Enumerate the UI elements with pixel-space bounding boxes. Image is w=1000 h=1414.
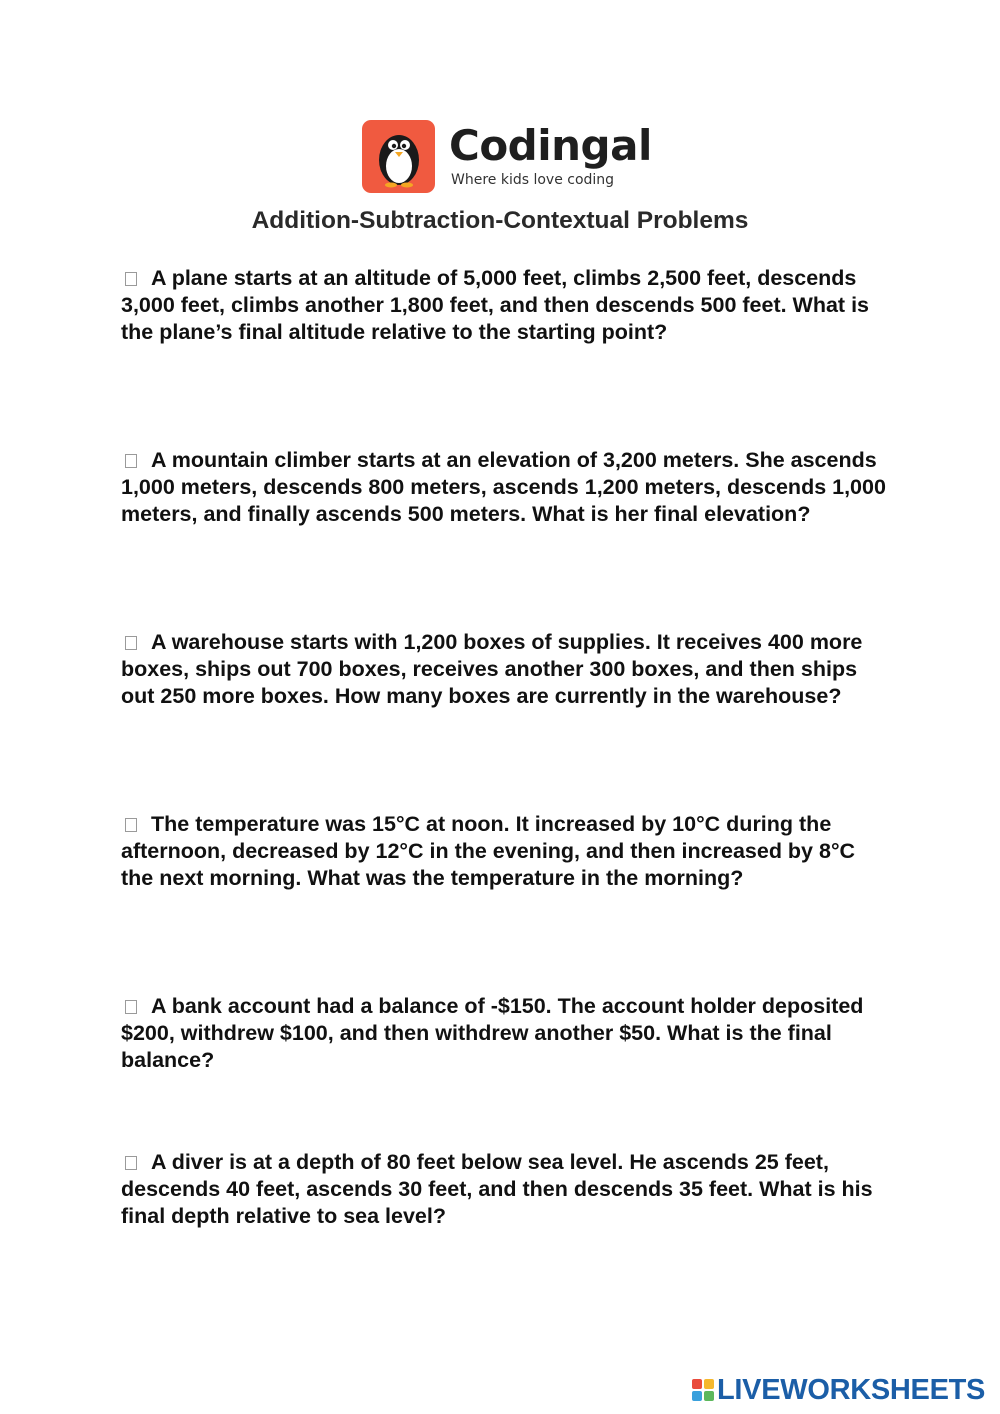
question-6 [121,1149,891,1230]
question-5 [121,993,891,1074]
question-text: A plane starts at an altitude of 5,000 feet, climbs 2,500 feet, descends 3,000 feet, climbs another 1,800 feet, and then descends 500 feet. What is the plane’s final altitude relative to the starting point? [121,266,869,344]
brand-tagline: Where kids love coding [451,172,615,188]
liveworksheets-icon [692,1379,714,1401]
question-text: A mountain climber starts at an elevation of 3,200 meters. She ascends 1,000 meters, descends 800 meters, ascends 1,200 meters, descends 1,000 meters, and finally ascends 500 meters. What is her final elevation? [121,448,886,526]
brand-name: Codingal [449,121,652,170]
answer-checkbox[interactable] [125,1156,137,1170]
question-3 [121,629,891,710]
question-4 [121,811,891,892]
liveworksheets-wordmark: LIVEWORKSHEETS [717,1373,986,1406]
question-text: A bank account had a balance of -$150. The account holder deposited $200, withdrew $100, and then withdrew another $50. What is the final balance? [121,994,864,1072]
answer-checkbox[interactable] [125,454,137,468]
answer-checkbox[interactable] [125,272,137,286]
worksheet-title: Addition-Subtraction-Contextual Problems [251,207,749,234]
question-2 [121,447,891,528]
codingal-logo [362,118,652,194]
answer-checkbox[interactable] [125,1000,137,1014]
question-text: A warehouse starts with 1,200 boxes of supplies. It receives 400 more boxes, ships out 700 boxes, receives another 300 boxes, and then ships out 250 more boxes. How many boxes are currently in the warehouse? [121,630,863,708]
question-text: The temperature was 15°C at noon. It increased by 10°C during the afternoon, decreased by 12°C in the evening, and then increased by 8°C the next morning. What was the temperature in the morning? [121,812,856,890]
question-text: A diver is at a depth of 80 feet below sea level. He ascends 25 feet, descends 40 feet, ascends 30 feet, and then descends 35 feet. What is his final depth relative to sea level? [121,1150,873,1228]
question-1 [121,265,891,346]
liveworksheets-logo [692,1374,985,1406]
answer-checkbox[interactable] [125,636,137,650]
answer-checkbox[interactable] [125,818,137,832]
penguin-icon [362,120,435,193]
